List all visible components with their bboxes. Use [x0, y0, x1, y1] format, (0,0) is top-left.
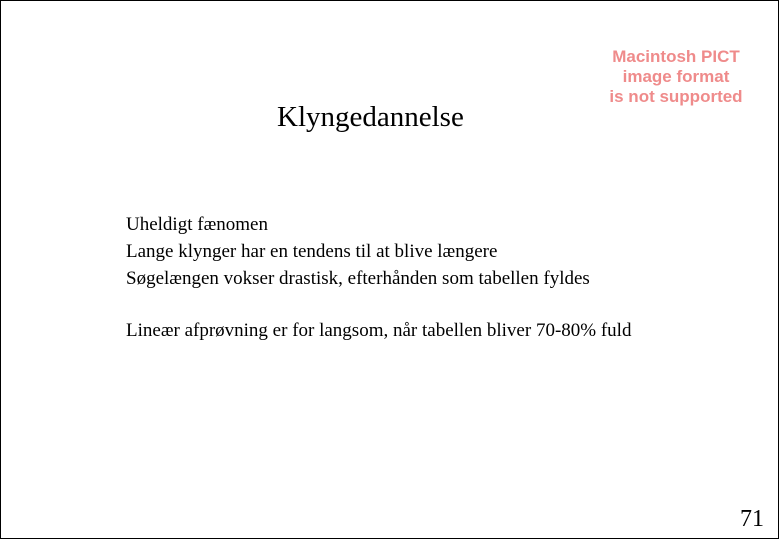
page-number: 71	[740, 506, 764, 532]
unsupported-image-placeholder	[601, 47, 751, 107]
placeholder-line-2: image format	[622, 67, 730, 86]
bullet-item: Lange klynger har en tendens til at blive længere	[126, 241, 498, 262]
bullet-item: Uheldigt fænomen	[126, 214, 268, 235]
bullet-list	[126, 211, 631, 344]
placeholder-line-1: Macintosh PICT	[612, 47, 740, 66]
slide-title: Klyngedannelse	[277, 101, 464, 133]
bullet-item: Søgelængen vokser drastisk, efterhånden som tabellen fyldes	[126, 268, 590, 289]
placeholder-line-3: is not supported	[609, 87, 743, 106]
bullet-item: Lineær afprøvning er for langsom, når tabellen bliver 70-80% fuld	[126, 320, 632, 341]
